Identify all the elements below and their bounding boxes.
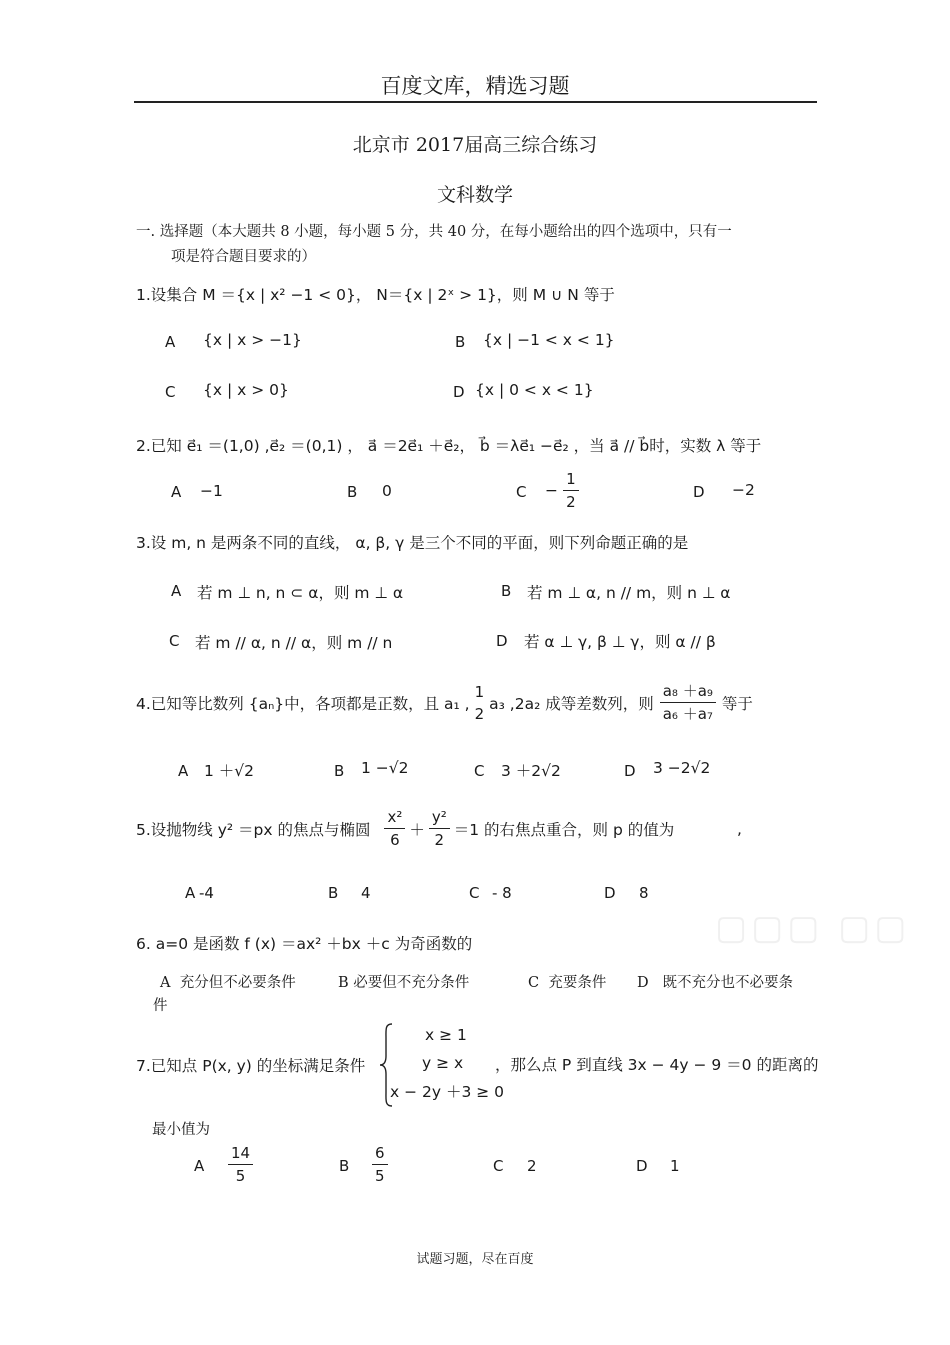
- q5-option-d-letter: D: [604, 884, 616, 902]
- q5-option-c-letter: C: [469, 884, 480, 902]
- q3-option-c-letter: C: [169, 632, 180, 650]
- q1-option-a: {x | x > −1}: [203, 331, 302, 349]
- q7-option-d: 1: [670, 1157, 680, 1175]
- q3-option-c: 若 m // α, n // α，则 m // n: [195, 634, 393, 652]
- fraction-denominator: 2: [474, 704, 485, 723]
- q7-option-b-letter: B: [339, 1157, 350, 1175]
- fraction-numerator: 6: [372, 1142, 388, 1165]
- q6-option-d-wrap: 件: [153, 998, 168, 1014]
- q2-option-c-letter: C: [516, 483, 527, 501]
- q1-option-d: {x | 0 < x < 1}: [475, 381, 594, 399]
- q5-fraction-y: [429, 806, 450, 851]
- q2-option-b: 0: [382, 482, 392, 500]
- q6-option-d-text: 既不充分也不必要条: [662, 975, 793, 991]
- fraction-numerator: 1: [563, 468, 579, 491]
- q7-option-c-letter: C: [493, 1157, 504, 1175]
- q5-option-a: -4: [199, 884, 214, 902]
- q7-condition-3: x − 2y ＋3 ≥ 0: [390, 1083, 505, 1101]
- q5-stem: [136, 806, 674, 851]
- q6-option-d: [637, 971, 793, 992]
- q4-option-d-letter: D: [624, 762, 636, 780]
- q4-stem: [136, 680, 753, 725]
- q1-option-d-letter: D: [453, 383, 465, 401]
- q2-option-d: −2: [732, 481, 755, 499]
- q5-fraction-x: [384, 806, 405, 851]
- fraction-denominator: 5: [235, 1167, 246, 1185]
- q5-option-d: 8: [639, 884, 649, 902]
- q6-option-d-letter: D: [637, 975, 649, 991]
- q1-option-b: {x | −1 < x < 1}: [483, 331, 615, 349]
- q7-stem-part3: 最小值为: [152, 1122, 210, 1138]
- q3-option-d-letter: D: [496, 632, 508, 650]
- q6-option-b: [338, 971, 469, 992]
- q6-option-c: [528, 971, 606, 992]
- q6-option-b-letter: B: [338, 975, 349, 991]
- q6-option-b-text: 必要但不充分条件: [353, 975, 470, 991]
- fraction-denominator: 2: [566, 493, 576, 511]
- q6-stem: 6. a=0 是函数 f (x) ＝ax² ＋bx ＋c 为奇函数的: [136, 935, 473, 953]
- q3-option-b-letter: B: [501, 582, 512, 600]
- fraction-numerator: a₈ ＋a₉: [660, 680, 716, 703]
- q7-option-b-fraction: [372, 1142, 388, 1187]
- q5-option-b: 4: [361, 884, 371, 902]
- q2-option-d-letter: D: [693, 483, 705, 501]
- q7-stem-part1: 7.已知点 P(x, y) 的坐标满足条件: [136, 1057, 366, 1075]
- q7-option-d-letter: D: [636, 1157, 648, 1175]
- section-heading-line2: 项是符合题目要求的）: [171, 249, 316, 265]
- fraction-numerator: x²: [384, 806, 405, 829]
- q2-stem: 2.已知 e⃗₁ ＝(1,0) ,e⃗₂ ＝(0,1) ， a⃗ ＝2e⃗₁ ＋e⃗₂， b⃗ ＝λe⃗₁ −e⃗₂ ，当 a⃗ // b⃗时，实数 λ 等于: [136, 437, 762, 455]
- q5-option-a-letter: A: [185, 884, 196, 902]
- q2-option-c-fraction: [563, 468, 579, 513]
- q2-option-c-sign: −: [545, 481, 558, 500]
- q6-option-a-text: 充分但不必要条件: [179, 975, 296, 991]
- q4-half-fraction: [472, 681, 488, 725]
- q6-option-a: [160, 971, 296, 992]
- q1-option-b-letter: B: [455, 333, 466, 351]
- q4-option-b: 1 −√2: [361, 759, 409, 777]
- q4-option-a: 1 ＋√2: [204, 762, 255, 780]
- q6-option-a-letter: A: [160, 975, 171, 991]
- fraction-denominator: 5: [375, 1167, 385, 1185]
- fraction-denominator: 6: [390, 831, 400, 849]
- fraction-denominator: a₆ ＋a₇: [662, 705, 713, 723]
- q7-option-a-letter: A: [194, 1157, 205, 1175]
- q2-option-b-letter: B: [347, 483, 358, 501]
- q4-option-b-letter: B: [334, 762, 345, 780]
- fraction-numerator: 14: [228, 1142, 253, 1165]
- q7-option-a-fraction: [228, 1142, 253, 1187]
- q4-stem-part3: 等于: [721, 694, 753, 713]
- q5-comma: ,: [737, 820, 742, 838]
- q2-option-a-letter: A: [171, 483, 182, 501]
- header-rule: [134, 101, 817, 103]
- q5-stem-part2: ＝1 的右焦点重合，则 p 的值为: [453, 820, 675, 839]
- q1-option-a-letter: A: [165, 333, 176, 351]
- q4-option-a-letter: A: [178, 762, 189, 780]
- q1-option-c: {x | x > 0}: [203, 381, 289, 399]
- section-heading-line1: 一. 选择题（本大题共 8 小题，每小题 5 分，共 40 分，在每小题给出的四个选项中，只有一: [136, 224, 732, 240]
- q5-option-b-letter: B: [328, 884, 339, 902]
- q1-stem: 1.设集合 M ＝{x | x² −1 < 0}， N＝{x | 2ˣ > 1}，则 M ∪ N 等于: [136, 286, 615, 304]
- q7-condition-2: y ≥ x: [422, 1054, 464, 1072]
- q5-stem-part1: 5.设抛物线 y² ＝px 的焦点与椭圆: [136, 820, 371, 839]
- q5-plus: ＋: [409, 820, 425, 839]
- q2-option-c: [545, 468, 579, 513]
- q4-option-c: 3 ＋2√2: [501, 762, 561, 780]
- q3-option-a-letter: A: [171, 582, 182, 600]
- q7-option-b: [372, 1142, 388, 1187]
- fraction-numerator: 1: [474, 682, 485, 701]
- q3-option-b: 若 m ⊥ α, n // m，则 n ⊥ α: [527, 584, 731, 602]
- q4-option-c-letter: C: [474, 762, 485, 780]
- q5-option-c: - 8: [492, 884, 512, 902]
- q4-stem-part1: 4.已知等比数列 {aₙ}中，各项都是正数，且 a₁ ,: [136, 694, 470, 713]
- fraction-numerator: y²: [429, 806, 450, 829]
- q6-option-c-letter: C: [528, 975, 540, 991]
- q7-condition-1: x ≥ 1: [425, 1026, 467, 1044]
- q6-option-c-text: 充要条件: [548, 975, 607, 991]
- q3-option-d: 若 α ⊥ γ, β ⊥ γ，则 α // β: [524, 633, 716, 651]
- fraction-denominator: 2: [434, 831, 445, 849]
- q3-option-a: 若 m ⊥ n, n ⊂ α，则 m ⊥ α: [197, 584, 404, 602]
- q3-stem: 3.设 m, n 是两条不同的直线， α, β, γ 是三个不同的平面，则下列命题正确的是: [136, 534, 689, 552]
- exam-subtitle: 文科数学: [436, 184, 513, 206]
- page-header: 百度文库，精选习题: [380, 74, 570, 98]
- q7-stem-part2: ，那么点 P 到直线 3x − 4y − 9 ＝0 的距离的: [495, 1056, 819, 1074]
- watermark-logo: ▢▢▢ ▢▢: [715, 908, 911, 948]
- q4-ratio-fraction: [660, 680, 716, 725]
- exam-title: 北京市 2017届高三综合练习: [352, 134, 598, 156]
- q1-option-c-letter: C: [165, 383, 176, 401]
- q2-option-a: −1: [200, 482, 223, 500]
- q7-option-a: [228, 1142, 253, 1187]
- q4-stem-part2: a₃ ,2a₂ 成等差数列，则: [489, 694, 654, 713]
- q7-option-c: 2: [527, 1157, 537, 1175]
- page-footer: 试题习题，尽在百度: [416, 1252, 534, 1267]
- q4-option-d: 3 −2√2: [653, 759, 711, 777]
